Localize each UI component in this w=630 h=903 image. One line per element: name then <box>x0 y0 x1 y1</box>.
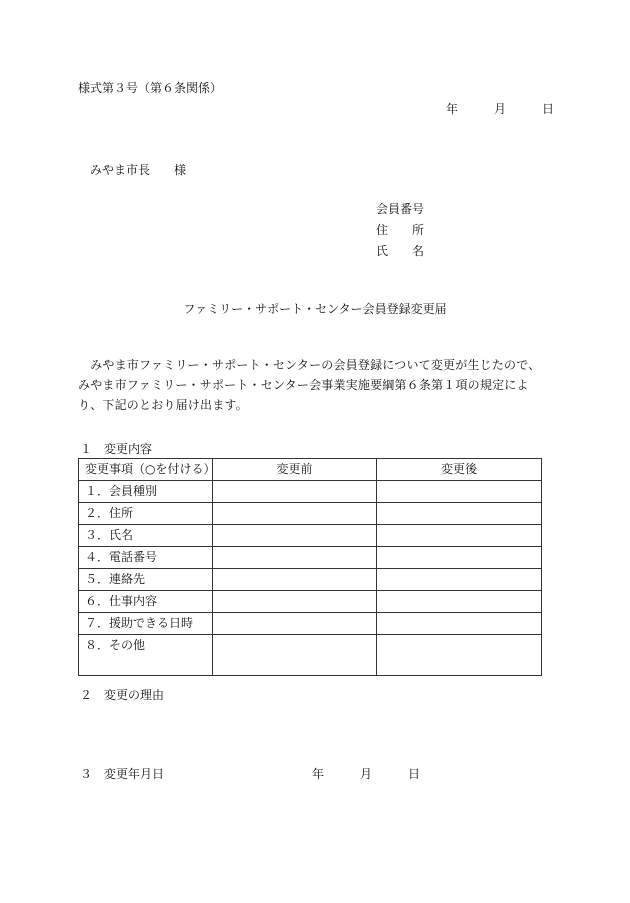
day-label: 日 <box>408 767 421 781</box>
row-label: ３．氏名 <box>79 525 213 547</box>
table-header-row <box>79 459 542 481</box>
after-cell <box>377 547 542 569</box>
before-cell <box>213 569 377 591</box>
body-text: みやま市ファミリー・サポート・センターの会員登録について変更が生じたので、みやま市ファミリー・サポート・センター会事業実施要綱第６条第１項の規定により、下記のとおり届け出ます。 <box>78 358 541 412</box>
table-row <box>79 525 542 547</box>
after-cell <box>377 613 542 635</box>
row-label: ６．仕事内容 <box>79 591 213 613</box>
form-number: 様式第３号（第６条関係） <box>78 81 223 95</box>
table-row <box>79 591 542 613</box>
header-after: 変更後 <box>377 459 542 481</box>
after-cell <box>377 503 542 525</box>
submission-date <box>446 101 554 117</box>
header-before: 変更前 <box>213 459 377 481</box>
address-label: 住 所 <box>376 223 425 237</box>
member-number-label: 会員番号 <box>376 202 425 216</box>
row-label: ４．電話番号 <box>79 547 213 569</box>
section-change-date: ３ 変更年月日 <box>80 767 165 781</box>
before-cell <box>213 547 377 569</box>
header-change-item: 変更事項（○を付ける） <box>79 459 213 481</box>
table-row <box>79 635 542 676</box>
table-row <box>79 613 542 635</box>
year-label: 年 <box>312 767 325 781</box>
row-label: ２．住所 <box>79 503 213 525</box>
table-row <box>79 481 542 503</box>
section-change-reason: ２ 変更の理由 <box>80 688 165 702</box>
before-cell <box>213 503 377 525</box>
section-change-details: １ 変更内容 <box>80 442 153 456</box>
month-label: 月 <box>494 102 507 116</box>
before-cell <box>213 525 377 547</box>
day-label: 日 <box>542 102 555 116</box>
after-cell <box>377 569 542 591</box>
before-cell <box>213 591 377 613</box>
month-label: 月 <box>360 767 373 781</box>
change-table <box>78 458 542 676</box>
row-label: ７．援助できる日時 <box>79 613 213 635</box>
after-cell <box>377 591 542 613</box>
after-cell <box>377 481 542 503</box>
document-title: ファミリー・サポート・センター会員登録変更届 <box>183 302 447 316</box>
change-date-fields <box>312 766 420 782</box>
row-label: ８．その他 <box>79 635 213 676</box>
name-label: 氏 名 <box>376 244 425 258</box>
after-cell <box>377 635 542 676</box>
before-cell <box>213 613 377 635</box>
after-cell <box>377 525 542 547</box>
before-cell <box>213 635 377 676</box>
table-row <box>79 569 542 591</box>
table-row <box>79 547 542 569</box>
before-cell <box>213 481 377 503</box>
year-label: 年 <box>446 102 459 116</box>
row-label: ５．連絡先 <box>79 569 213 591</box>
row-label: １．会員種別 <box>79 481 213 503</box>
table-row <box>79 503 542 525</box>
addressee: みやま市長 様 <box>90 163 187 177</box>
applicant-block <box>376 201 424 264</box>
